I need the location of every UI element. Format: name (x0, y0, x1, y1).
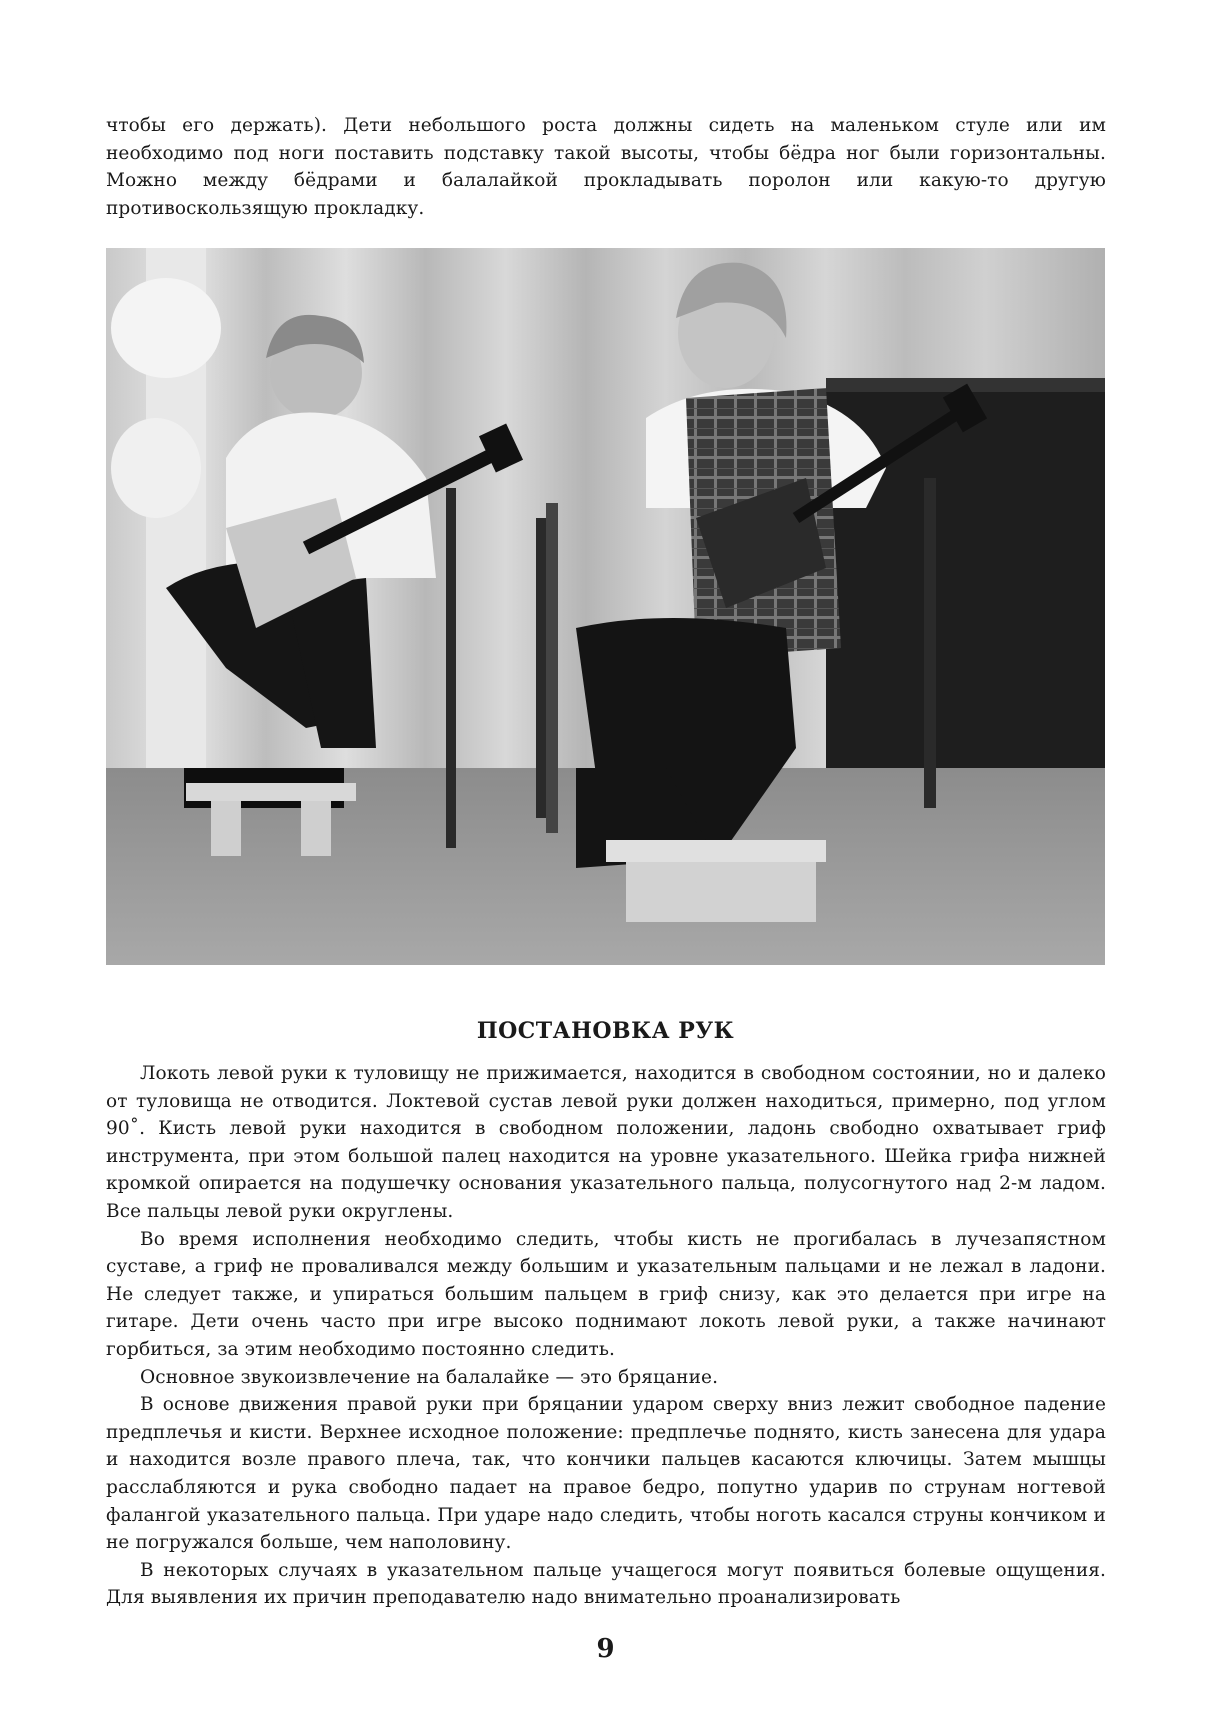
section-body (106, 1060, 1106, 1612)
paragraph: В основе движения правой руки при бряцании ударом сверху вниз лежит свободное падение предплечья и кисти. Верхнее исходное положение: предплечье поднято, кисть занесена для удара и находится возле правого плеча, так, что кончики пальцев касаются ключицы. Затем мышцы расслабляются и рука свободно падает на правое бедро, попутно ударив по струнам ногтевой фалангой указательного пальца. При ударе надо следить, чтобы ноготь касался струны кончиком и не погружался больше, чем наполовину. (106, 1394, 1106, 1554)
intro-text: чтобы его держать). Дети небольшого роста должны сидеть на маленьком стуле или им необходимо под ноги поставить подставку такой высоты, чтобы бёдра ног были горизонтальны. Можно между бёдрами и балалайкой прокладывать поролон или какую-то другую противоскользящую прокладку. (106, 115, 1106, 219)
paragraph: Во время исполнения необходимо следить, чтобы кисть не прогибалась в лучезапястном суставе, а гриф не проваливался между большим и указательным пальцами и не лежал в ладони. Не следует также, и упираться большим пальцем в гриф снизу, как это делается при игре на гитаре. Дети очень часто при игре высоко поднимают локоть левой руки, а также начинают горбиться, за этим необходимо постоянно следить. (106, 1228, 1106, 1360)
page-number: 9 (596, 1634, 615, 1664)
photo-children-playing-balalaika (106, 248, 1105, 965)
paragraph: Основное звукоизвлечение на балалайке — это бряцание. (140, 1366, 719, 1388)
intro-paragraph (106, 112, 1106, 222)
paragraph: Локоть левой руки к туловищу не прижимается, находится в свободном состоянии, но и далеко от туловища не отводится. Локтевой сустав левой руки должен находиться, примерно, под углом 90˚. Кисть левой руки находится в свободном положении, ладонь свободно охватывает гриф инструмента, при этом большой палец находится на уровне указательного. Шейка грифа нижней кромкой опирается на подушечку основания указательного пальца, полусогнутого над 2-м ладом. Все пальцы левой руки округлены. (106, 1063, 1106, 1222)
paragraph: В некоторых случаях в указательном пальце учащегося могут появиться болевые ощущения. Для выявления их причин преподавателю надо внимательно проанализировать (106, 1559, 1106, 1609)
section-heading: ПОСТАНОВКА РУК (476, 1018, 735, 1044)
